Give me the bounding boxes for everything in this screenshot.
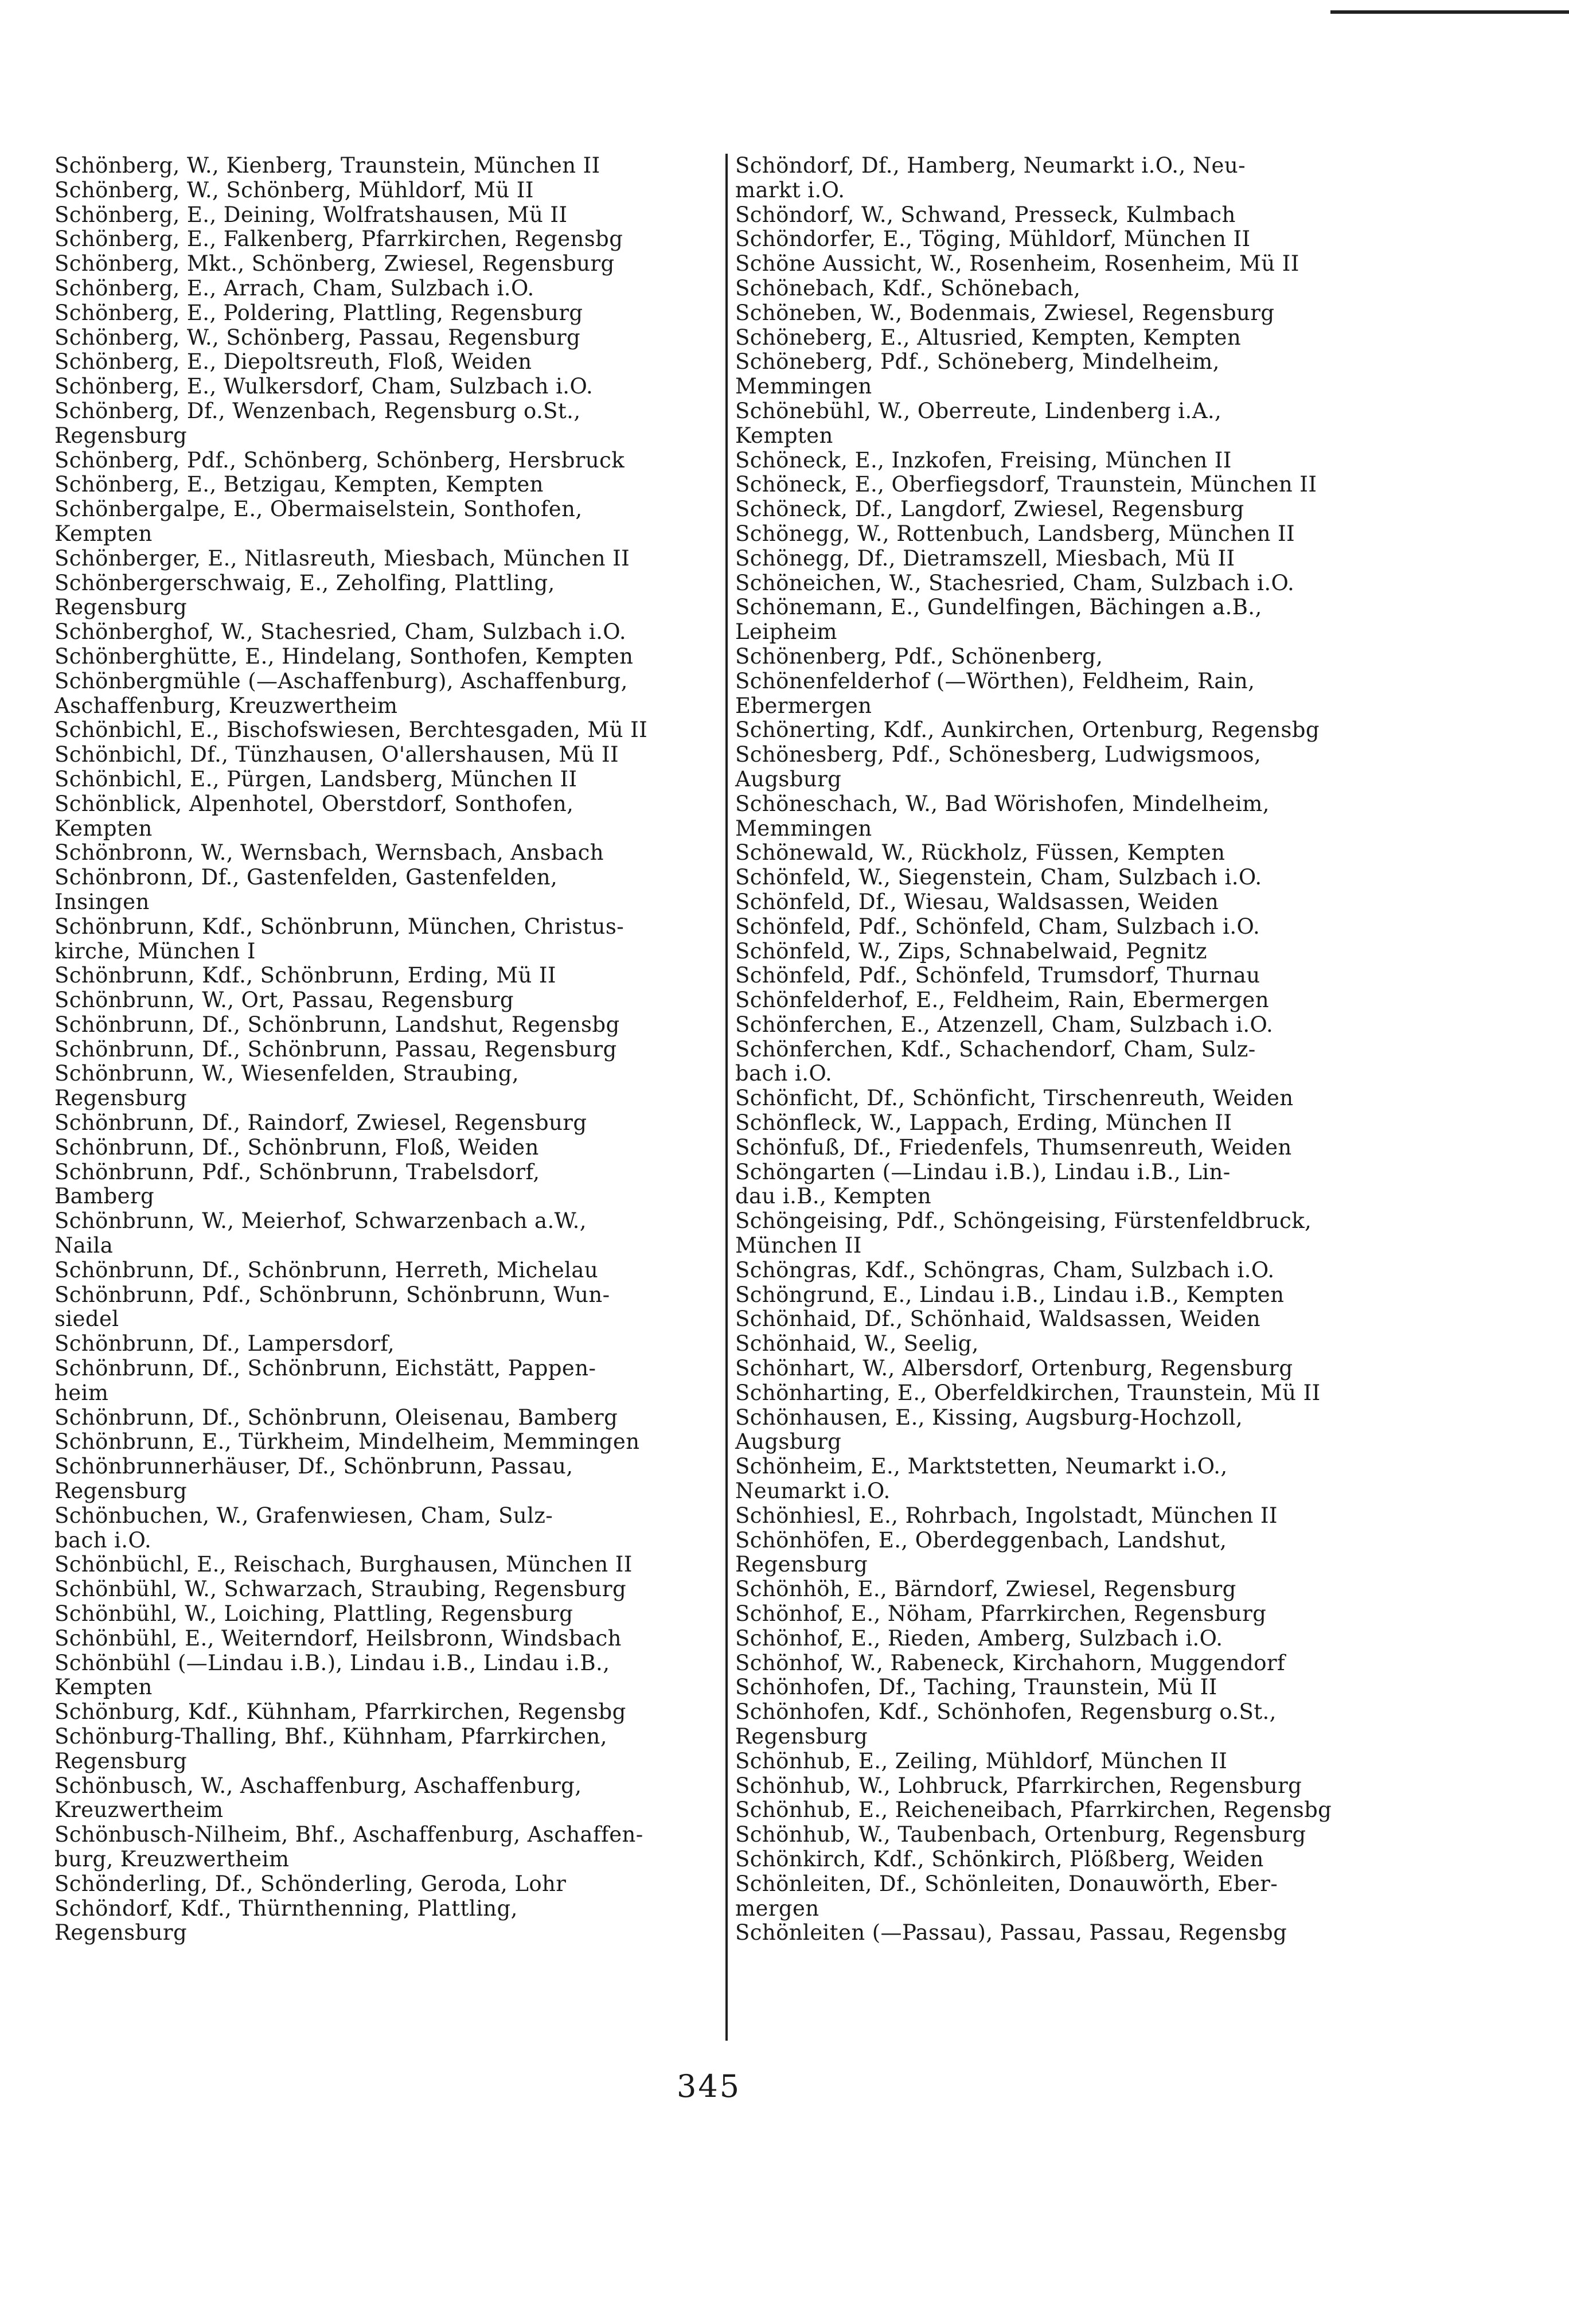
- page-number: 345: [677, 2068, 741, 2104]
- index-line: München II: [735, 1233, 862, 1258]
- index-line: burg, Kreuzwertheim: [54, 1846, 290, 1871]
- index-line: bach i.O.: [735, 1061, 833, 1086]
- index-line: Schönberg, Df., Wenzenbach, Regensburg o.St.,: [54, 398, 581, 423]
- index-line: Schönberger, E., Nitlasreuth, Miesbach, München II: [54, 545, 630, 571]
- index-line: markt i.O.: [735, 177, 845, 202]
- index-line: Memmingen: [735, 374, 872, 399]
- index-line: Regensburg: [54, 423, 188, 448]
- index-line: Schönbrunn, Pdf., Schönbrunn, Schönbrunn, Wun-: [54, 1282, 610, 1307]
- index-line: Schönbusch-Nilheim, Bhf., Aschaffenburg, Aschaffen-: [54, 1822, 643, 1847]
- index-line: Schöngeising, Pdf., Schöngeising, Fürstenfeldbruck,: [735, 1208, 1312, 1234]
- index-line: Schönbuchen, W., Grafenwiesen, Cham, Sulz-: [54, 1503, 553, 1528]
- index-line: Schöneck, Df., Langdorf, Zwiesel, Regensburg: [735, 497, 1244, 522]
- index-line: Regensburg: [54, 1086, 188, 1111]
- index-line: Schönhaid, Df., Schönhaid, Waldsassen, Weiden: [735, 1307, 1261, 1332]
- index-line: Schönhof, W., Rabeneck, Kirchahorn, Muggendorf: [735, 1650, 1286, 1675]
- index-line: Schönhausen, E., Kissing, Augsburg-Hochzoll,: [735, 1405, 1243, 1430]
- index-line: Schönberg, W., Schönberg, Mühldorf, Mü II: [54, 177, 534, 202]
- index-line: Bamberg: [54, 1184, 155, 1209]
- index-line: Schönbrunn, Df., Schönbrunn, Herreth, Michelau: [54, 1257, 599, 1282]
- index-line: Schöneichen, W., Stachesried, Cham, Sulzbach i.O.: [735, 570, 1295, 595]
- index-line: Schönbronn, Df., Gastenfelden, Gastenfelden,: [54, 865, 558, 890]
- index-line: Schönerting, Kdf., Aunkirchen, Ortenburg, Regensbg: [735, 718, 1320, 743]
- index-line: Schöneck, E., Oberfiegsdorf, Traunstein, München II: [735, 472, 1317, 497]
- index-line: siedel: [54, 1307, 119, 1332]
- index-line: Schönhub, E., Reicheneibach, Pfarrkirchen, Regensbg: [735, 1797, 1332, 1823]
- index-line: Kempten: [54, 816, 153, 841]
- right-column: [735, 154, 1538, 1945]
- index-line: kirche, München I: [54, 938, 256, 964]
- index-line: Schönberg, Mkt., Schönberg, Zwiesel, Regensburg: [54, 251, 615, 276]
- index-line: Schönebach, Kdf., Schönebach,: [735, 275, 1081, 301]
- index-line: Schönberg, E., Betzigau, Kempten, Kempten: [54, 472, 544, 497]
- index-line: Schönbühl (—Lindau i.B.), Lindau i.B., Lindau i.B.,: [54, 1650, 610, 1675]
- index-line: Schönhof, E., Rieden, Amberg, Sulzbach i.O.: [735, 1625, 1223, 1651]
- column-divider: [725, 154, 728, 2041]
- index-line: Insingen: [54, 889, 150, 914]
- index-line: Schönkirch, Kdf., Schönkirch, Plößberg, Weiden: [735, 1846, 1264, 1871]
- index-line: Augsburg: [735, 766, 842, 791]
- index-line: Regensburg: [735, 1724, 868, 1749]
- index-line: Schöne Aussicht, W., Rosenheim, Rosenheim, Mü II: [735, 251, 1299, 276]
- index-line: Schönberg, E., Diepoltsreuth, Floß, Weiden: [54, 349, 532, 375]
- index-line: Naila: [54, 1233, 114, 1258]
- index-line: Schönfeld, Pdf., Schönfeld, Trumsdorf, Thurnau: [735, 963, 1260, 988]
- index-line: Regensburg: [54, 1920, 188, 1945]
- index-line: Schönhub, E., Zeiling, Mühldorf, München II: [735, 1748, 1228, 1773]
- index-line: Schönberg, E., Deining, Wolfratshausen, Mü II: [54, 202, 568, 227]
- index-line: Schönberg, W., Schönberg, Passau, Regensburg: [54, 325, 581, 350]
- index-line: Schönferchen, Kdf., Schachendorf, Cham, Sulz-: [735, 1036, 1256, 1062]
- index-line: Kempten: [735, 423, 833, 448]
- index-line: Schöneschach, W., Bad Wörishofen, Mindelheim,: [735, 791, 1270, 816]
- index-line: Schönbronn, W., Wernsbach, Wernsbach, Ansbach: [54, 840, 604, 865]
- index-line: Schönbrunnerhäuser, Df., Schönbrunn, Passau,: [54, 1454, 573, 1479]
- index-line: Neumarkt i.O.: [735, 1479, 891, 1504]
- index-line: Schönburg, Kdf., Kühnham, Pfarrkirchen, Regensbg: [54, 1699, 626, 1725]
- index-line: Schönleiten, Df., Schönleiten, Donauwörth, Eber-: [735, 1871, 1278, 1896]
- index-line: Schönberg, W., Kienberg, Traunstein, München II: [54, 153, 600, 178]
- index-line: Schönbergmühle (—Aschaffenburg), Aschaffenburg,: [54, 668, 628, 693]
- index-line: Schönhofen, Kdf., Schönhofen, Regensburg o.St.,: [735, 1699, 1277, 1725]
- index-line: Schönesberg, Pdf., Schönesberg, Ludwigsmoos,: [735, 742, 1262, 767]
- index-line: Schönfeld, Pdf., Schönfeld, Cham, Sulzbach i.O.: [735, 914, 1260, 939]
- index-line: Schönderling, Df., Schönderling, Geroda, Lohr: [54, 1871, 567, 1896]
- index-line: Schönbrunn, Df., Schönbrunn, Passau, Regensburg: [54, 1036, 617, 1062]
- index-line: Aschaffenburg, Kreuzwertheim: [54, 693, 398, 718]
- index-line: Schönebühl, W., Oberreute, Lindenberg i.A.,: [735, 398, 1222, 423]
- index-line: Schöndorf, W., Schwand, Presseck, Kulmbach: [735, 202, 1236, 227]
- index-line: heim: [54, 1380, 109, 1405]
- index-line: Schönharting, E., Oberfeldkirchen, Traunstein, Mü II: [735, 1380, 1321, 1405]
- left-column: [54, 154, 723, 1945]
- index-line: Schönfelderhof, E., Feldheim, Rain, Ebermergen: [735, 988, 1269, 1013]
- index-line: Schönhofen, Df., Taching, Traunstein, Mü II: [735, 1675, 1217, 1700]
- index-line: Schönbrunn, Df., Lampersdorf,: [54, 1331, 395, 1356]
- index-line: Schönfuß, Df., Friedenfels, Thumsenreuth, Weiden: [735, 1134, 1292, 1160]
- index-line: Schönberg, E., Poldering, Plattling, Regensburg: [54, 300, 583, 325]
- index-line: Schönleiten (—Passau), Passau, Passau, Regensbg: [735, 1920, 1287, 1945]
- index-line: Schönewald, W., Rückholz, Füssen, Kempten: [735, 840, 1225, 865]
- index-line: Schönbergalpe, E., Obermaiselstein, Sonthofen,: [54, 497, 583, 522]
- index-line: Schönfleck, W., Lappach, Erding, München II: [735, 1110, 1232, 1136]
- index-line: Ebermergen: [735, 693, 872, 718]
- index-line: Schönberg, E., Arrach, Cham, Sulzbach i.O.: [54, 275, 534, 301]
- index-line: Schöngras, Kdf., Schöngras, Cham, Sulzbach i.O.: [735, 1257, 1275, 1282]
- index-line: Schönegg, Df., Dietramszell, Miesbach, Mü II: [735, 545, 1235, 571]
- index-line: Schöngarten (—Lindau i.B.), Lindau i.B., Lin-: [735, 1159, 1231, 1184]
- index-line: Schönficht, Df., Schönficht, Tirschenreuth, Weiden: [735, 1086, 1294, 1111]
- index-line: Schönhub, W., Taubenbach, Ortenburg, Regensburg: [735, 1822, 1306, 1847]
- index-line: Schönegg, W., Rottenbuch, Landsberg, München II: [735, 521, 1295, 546]
- index-line: Schönhöfen, E., Oberdeggenbach, Landshut,: [735, 1527, 1227, 1553]
- index-line: bach i.O.: [54, 1527, 152, 1553]
- index-line: Schöndorfer, E., Töging, Mühldorf, München II: [735, 227, 1251, 252]
- index-line: Schönhöh, E., Bärndorf, Zwiesel, Regensburg: [735, 1577, 1236, 1602]
- index-line: Schönbergerschwaig, E., Zeholfing, Plattling,: [54, 570, 555, 595]
- index-line: Leipheim: [735, 619, 837, 645]
- index-line: Schönbrunn, E., Türkheim, Mindelheim, Memmingen: [54, 1429, 640, 1455]
- index-line: Schönfeld, Df., Wiesau, Waldsassen, Weiden: [735, 889, 1219, 914]
- index-line: Kreuzwertheim: [54, 1797, 224, 1823]
- index-line: Schönberg, E., Falkenberg, Pfarrkirchen, Regensbg: [54, 227, 623, 252]
- index-line: dau i.B., Kempten: [735, 1184, 932, 1209]
- index-line: Schönberghütte, E., Hindelang, Sonthofen, Kempten: [54, 644, 634, 669]
- index-line: Schönhub, W., Lohbruck, Pfarrkirchen, Regensburg: [735, 1773, 1302, 1798]
- index-line: Schönblick, Alpenhotel, Oberstdorf, Sonthofen,: [54, 791, 574, 816]
- index-line: Schönbrunn, W., Meierhof, Schwarzenbach a.W.,: [54, 1208, 587, 1234]
- index-line: Schönfeld, W., Zips, Schnabelwaid, Pegnitz: [735, 938, 1207, 964]
- index-line: Schönbüchl, E., Reischach, Burghausen, München II: [54, 1552, 633, 1577]
- index-line: Schöndorf, Df., Hamberg, Neumarkt i.O., Neu-: [735, 153, 1246, 178]
- index-line: Kempten: [54, 521, 153, 546]
- index-line: Schönbrunn, Df., Schönbrunn, Floß, Weiden: [54, 1134, 539, 1160]
- index-line: Memmingen: [735, 816, 872, 841]
- index-line: Schönbrunn, W., Ort, Passau, Regensburg: [54, 988, 514, 1013]
- index-line: Schönhaid, W., Seelig,: [735, 1331, 979, 1356]
- index-line: Kempten: [54, 1675, 153, 1700]
- index-line: Schönbichl, Df., Tünzhausen, O'allershausen, Mü II: [54, 742, 619, 767]
- index-line: Schönemann, E., Gundelfingen, Bächingen a.B.,: [735, 595, 1262, 620]
- index-line: Schönbühl, E., Weiterndorf, Heilsbronn, Windsbach: [54, 1625, 622, 1651]
- index-line: Schöneberg, Pdf., Schöneberg, Mindelheim,: [735, 349, 1220, 375]
- index-line: Schönbrunn, Kdf., Schönbrunn, München, Christus-: [54, 914, 625, 939]
- index-line: Schönberg, E., Wulkersdorf, Cham, Sulzbach i.O.: [54, 374, 594, 399]
- top-rule: [1330, 10, 1569, 14]
- index-line: Schönbichl, E., Pürgen, Landsberg, München II: [54, 766, 577, 791]
- index-line: Schönbrunn, Df., Schönbrunn, Landshut, Regensbg: [54, 1012, 620, 1037]
- index-line: Schönbühl, W., Schwarzach, Straubing, Regensburg: [54, 1577, 627, 1602]
- index-line: Schöneberg, E., Altusried, Kempten, Kempten: [735, 325, 1242, 350]
- index-line: Schönbrunn, Kdf., Schönbrunn, Erding, Mü II: [54, 963, 556, 988]
- index-line: Augsburg: [735, 1429, 842, 1455]
- index-line: Schönbrunn, Df., Schönbrunn, Eichstätt, Pappen-: [54, 1356, 596, 1381]
- index-line: Schönberg, Pdf., Schönberg, Schönberg, Hersbruck: [54, 447, 625, 473]
- index-line: Schönbichl, E., Bischofswiesen, Berchtesgaden, Mü II: [54, 718, 648, 743]
- index-line: Schönbusch, W., Aschaffenburg, Aschaffenburg,: [54, 1773, 582, 1798]
- index-line: Schönferchen, E., Atzenzell, Cham, Sulzbach i.O.: [735, 1012, 1274, 1037]
- index-line: Schönburg-Thalling, Bhf., Kühnham, Pfarrkirchen,: [54, 1724, 607, 1749]
- index-line: Schöneben, W., Bodenmais, Zwiesel, Regensburg: [735, 300, 1275, 325]
- index-line: Schöndorf, Kdf., Thürnthenning, Plattling,: [54, 1896, 518, 1921]
- index-line: Schönheim, E., Marktstetten, Neumarkt i.O.,: [735, 1454, 1228, 1479]
- index-line: Schönfeld, W., Siegenstein, Cham, Sulzbach i.O.: [735, 865, 1262, 890]
- index-line: Schönbrunn, Df., Raindorf, Zwiesel, Regensburg: [54, 1110, 587, 1136]
- index-line: Schönhart, W., Albersdorf, Ortenburg, Regensburg: [735, 1356, 1293, 1381]
- index-line: Schönbrunn, Pdf., Schönbrunn, Trabelsdorf,: [54, 1159, 540, 1184]
- index-line: Schönenberg, Pdf., Schönenberg,: [735, 644, 1103, 669]
- index-line: Schönbühl, W., Loiching, Plattling, Regensburg: [54, 1601, 573, 1627]
- index-line: Schöneck, E., Inzkofen, Freising, München II: [735, 447, 1232, 473]
- index-line: Schönbrunn, W., Wiesenfelden, Straubing,: [54, 1061, 520, 1086]
- index-line: Regensburg: [735, 1552, 868, 1577]
- index-line: Schönbrunn, Df., Schönbrunn, Oleisenau, Bamberg: [54, 1405, 618, 1430]
- index-line: Schönenfelderhof (—Wörthen), Feldheim, Rain,: [735, 668, 1255, 693]
- index-line: mergen: [735, 1896, 819, 1921]
- index-line: Regensburg: [54, 1748, 188, 1773]
- index-line: Regensburg: [54, 1479, 188, 1504]
- index-line: Regensburg: [54, 595, 188, 620]
- index-line: Schönhiesl, E., Rohrbach, Ingolstadt, München II: [735, 1503, 1278, 1528]
- index-line: Schönberghof, W., Stachesried, Cham, Sulzbach i.O.: [54, 619, 627, 645]
- index-line: Schönhof, E., Nöham, Pfarrkirchen, Regensburg: [735, 1601, 1267, 1627]
- index-line: Schöngrund, E., Lindau i.B., Lindau i.B., Kempten: [735, 1282, 1285, 1307]
